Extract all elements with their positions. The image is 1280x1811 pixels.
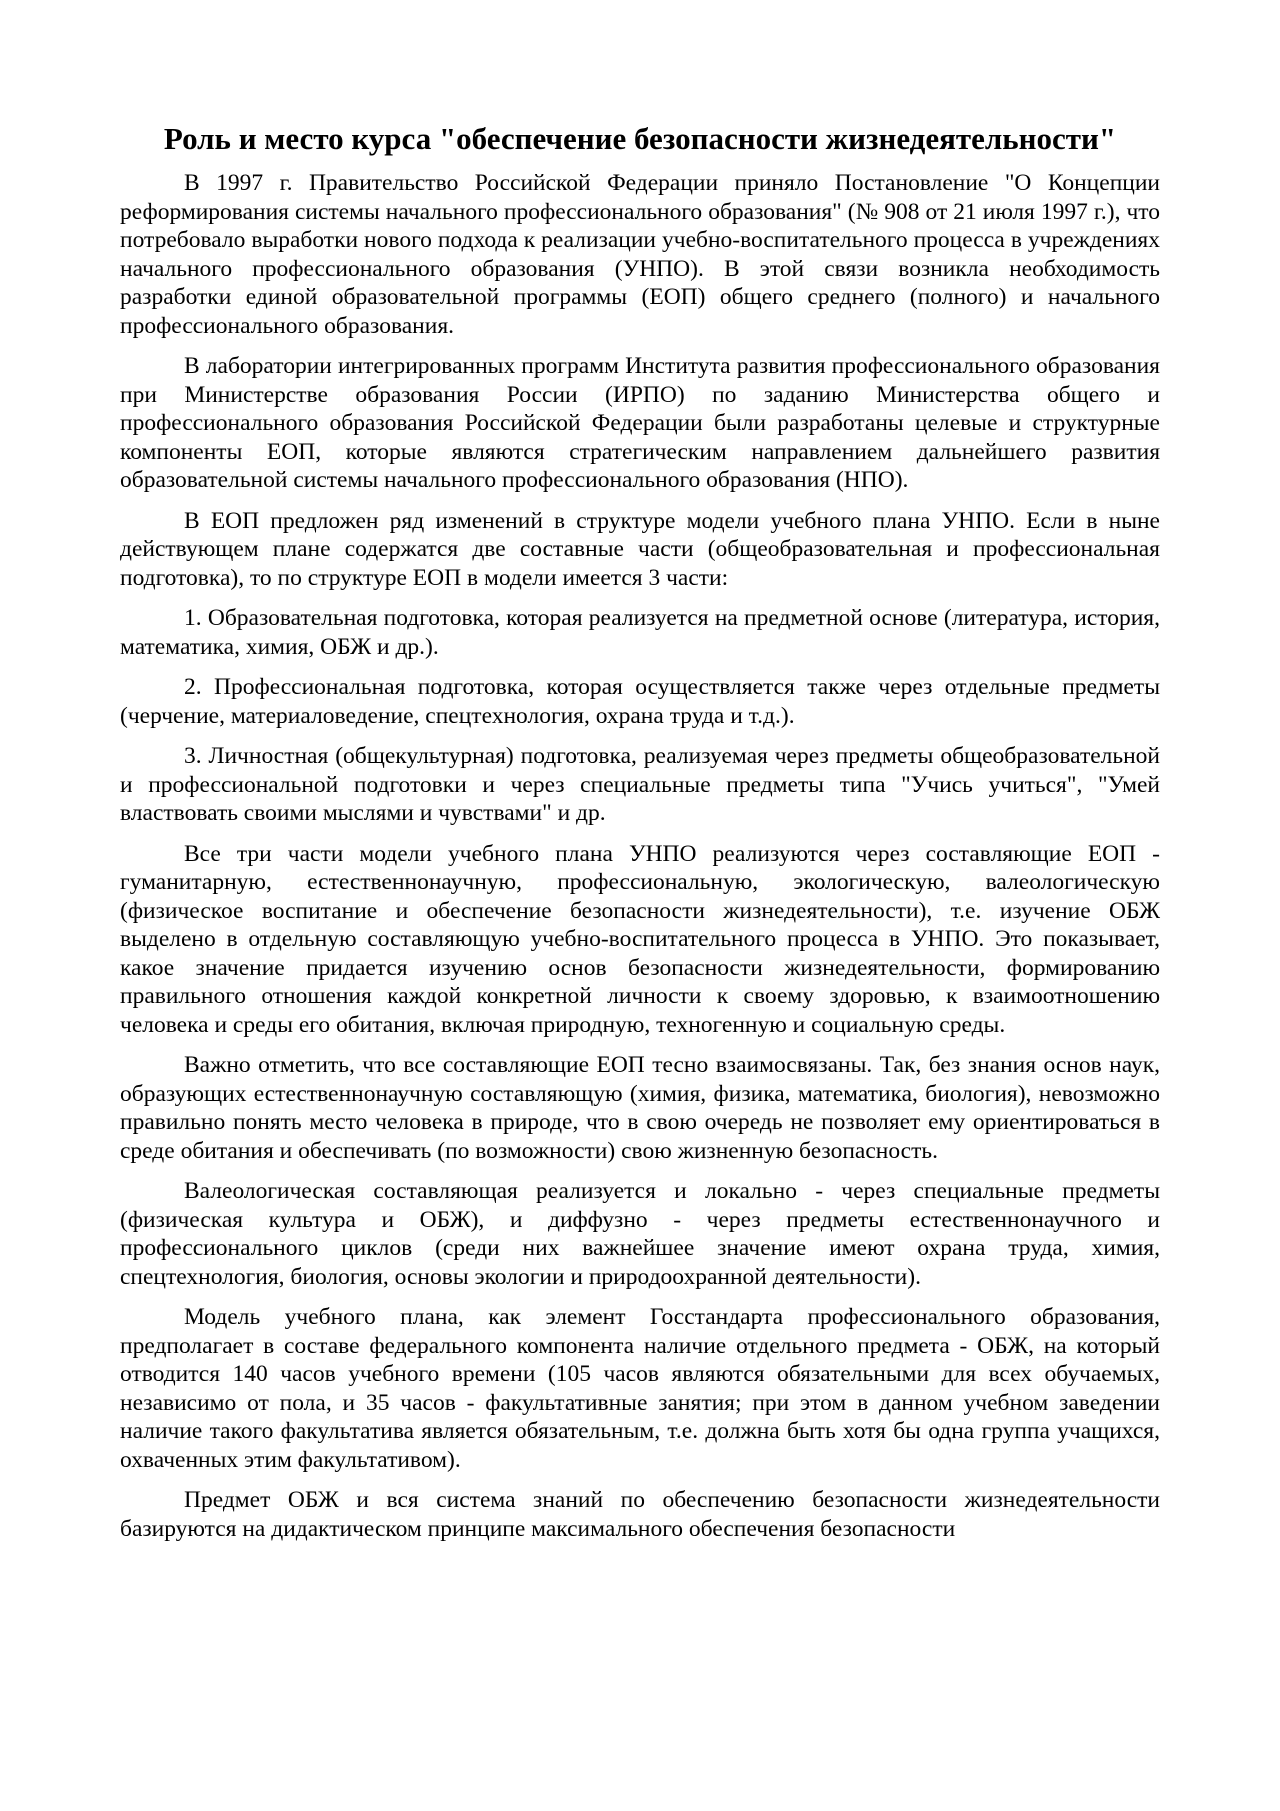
list-item-3: 3. Личностная (общекультурная) подготовка, реализуемая через предметы общеобразовательной и профессиональной подготовки и через специальные предметы типа "Учись учиться", "Умей властвовать своими мыслями и чувствами" и др.: [120, 743, 1160, 826]
paragraph-5: Важно отметить, что все составляющие ЕОП тесно взаимосвязаны. Так, без знания основ наук, образующих естественнонаучную составляющую (химия, физика, математика, биология), невозможно правильно понять место человека в природе, что в свою очередь не позволяет ему ориентироваться в среде обитания и обеспечивать (по возможности) свою жизненную безопасность.: [120, 1052, 1160, 1164]
paragraph-6: Валеологическая составляющая реализуется и локально - через специальные предметы (физическая культура и ОБЖ), и диффузно - через предметы естественнонаучного и профессионального циклов (среди них важнейшее значение имеют охрана труда, химия, спецтехнология, биология, основы экологии и природоохранной деятельности).: [120, 1178, 1160, 1290]
page-title: Роль и место курса "обеспечение безопасности жизнедеятельности": [163, 121, 1117, 156]
paragraph-1: В 1997 г. Правительство Российской Федерации приняло Постановление "О Концепции реформирования системы начального профессионального образования" (№ 908 от 21 июля 1997 г.), что потребовало выработки нового подхода к реализации учебно-воспитательного процесса в учреждениях начального профессионального образования (УНПО). В этой связи возникла необходимость разработки единой образовательной программы (ЕОП) общего среднего (полного) и начального профессионального образования.: [120, 170, 1160, 339]
paragraph-8: Предмет ОБЖ и вся система знаний по обеспечению безопасности жизнедеятельности базируются на дидактическом принципе максимального обеспечения безопасности: [120, 1487, 1160, 1542]
paragraph-3: В ЕОП предложен ряд изменений в структуре модели учебного плана УНПО. Если в ныне действующем плане содержатся две составные части (общеобразовательная и профессиональная подготовка), то по структуре ЕОП в модели имеется 3 части:: [120, 507, 1160, 591]
paragraph-4: Все три части модели учебного плана УНПО реализуются через составляющие ЕОП - гуманитарную, естественнонаучную, профессиональную, экологическую, валеологическую (физическое воспитание и обеспечение безопасности жизнедеятельности), т.е. изучение ОБЖ выделено в отдельную составляющую учебно-воспитательного процесса в УНПО. Это показывает, какое значение придается изучению основ безопасности жизнедеятельности, формированию правильного отношения каждой конкретной личности к своему здоровью, к взаимоотношению человека и среды его обитания, включая природную, техногенную и социальную среды.: [120, 840, 1160, 1038]
paragraph-7: Модель учебного плана, как элемент Госстандарта профессионального образования, предполагает в составе федерального компонента наличие отдельного предмета - ОБЖ, на который отводится 140 часов учебного времени (105 часов являются обязательными для всех обучаемых, независимо от пола, и 35 часов - факультативные занятия; при этом в данном учебном заведении наличие такого факультатива является обязательным, т.е. должна быть хотя бы одна группа учащихся, охваченных этим факультативом).: [120, 1304, 1160, 1473]
list-item-1: 1. Образовательная подготовка, которая реализуется на предметной основе (литература, история, математика, химия, ОБЖ и др.).: [120, 605, 1160, 660]
paragraph-2: В лаборатории интегрированных программ Института развития профессионального образования при Министерстве образования России (ИРПО) по заданию Министерства общего и профессионального образования Российской Федерации были разработаны целевые и структурные компоненты ЕОП, которые являются стратегическим направлением дальнейшего развития образовательной системы начального профессионального образования (НПО).: [120, 353, 1160, 493]
document-body: [120, 120, 1160, 1555]
list-item-2: 2. Профессиональная подготовка, которая осуществляется также через отдельные предметы (черчение, материаловедение, спецтехнология, охрана труда и т.д.).: [120, 674, 1160, 729]
